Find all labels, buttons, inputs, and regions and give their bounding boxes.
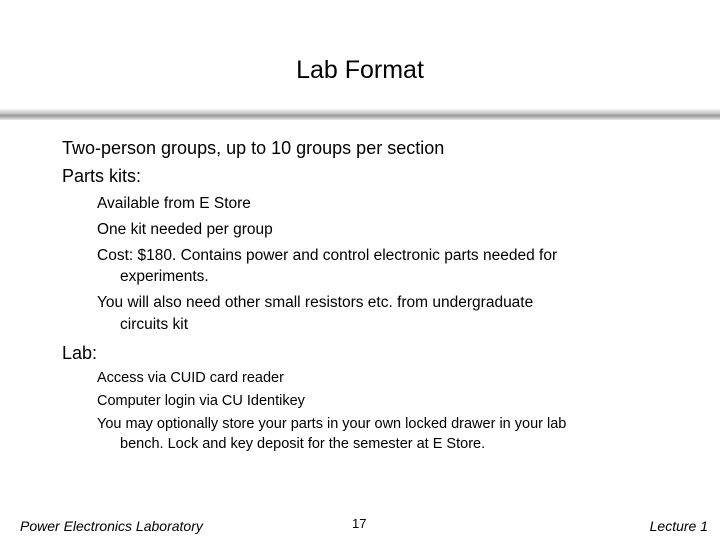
sub-bullet-drawer: You may optionally store your parts in your own locked drawer in your lab xyxy=(97,416,567,432)
bullet-parts-kits: Parts kits: xyxy=(62,166,142,186)
sub-bullet-cost: Cost: $180. Contains power and control electronic parts needed for xyxy=(97,247,558,264)
sub-bullet-drawer-continued: bench. Lock and key deposit for the semester at E Store. xyxy=(120,436,486,452)
sub-bullet-resistors: You will also need other small resistors etc. from undergraduate xyxy=(97,294,534,311)
sub-bullet-resistors-continued: circuits kit xyxy=(120,316,189,333)
footer-course-name: Power Electronics Laboratory xyxy=(20,518,203,534)
bullet-groups: Two-person groups, up to 10 groups per section xyxy=(62,138,445,158)
sub-bullet-login: Computer login via CU Identikey xyxy=(97,393,305,409)
sub-bullet-available: Available from E Store xyxy=(97,195,251,212)
sub-bullet-cost-continued: experiments. xyxy=(120,268,209,285)
sub-bullet-one-kit: One kit needed per group xyxy=(97,221,273,238)
footer-page-number: 17 xyxy=(352,516,367,531)
slide-title: Lab Format xyxy=(296,56,424,84)
bullet-lab: Lab: xyxy=(62,343,98,363)
footer-lecture-label: Lecture 1 xyxy=(649,518,708,534)
sub-bullet-access: Access via CUID card reader xyxy=(97,370,284,386)
